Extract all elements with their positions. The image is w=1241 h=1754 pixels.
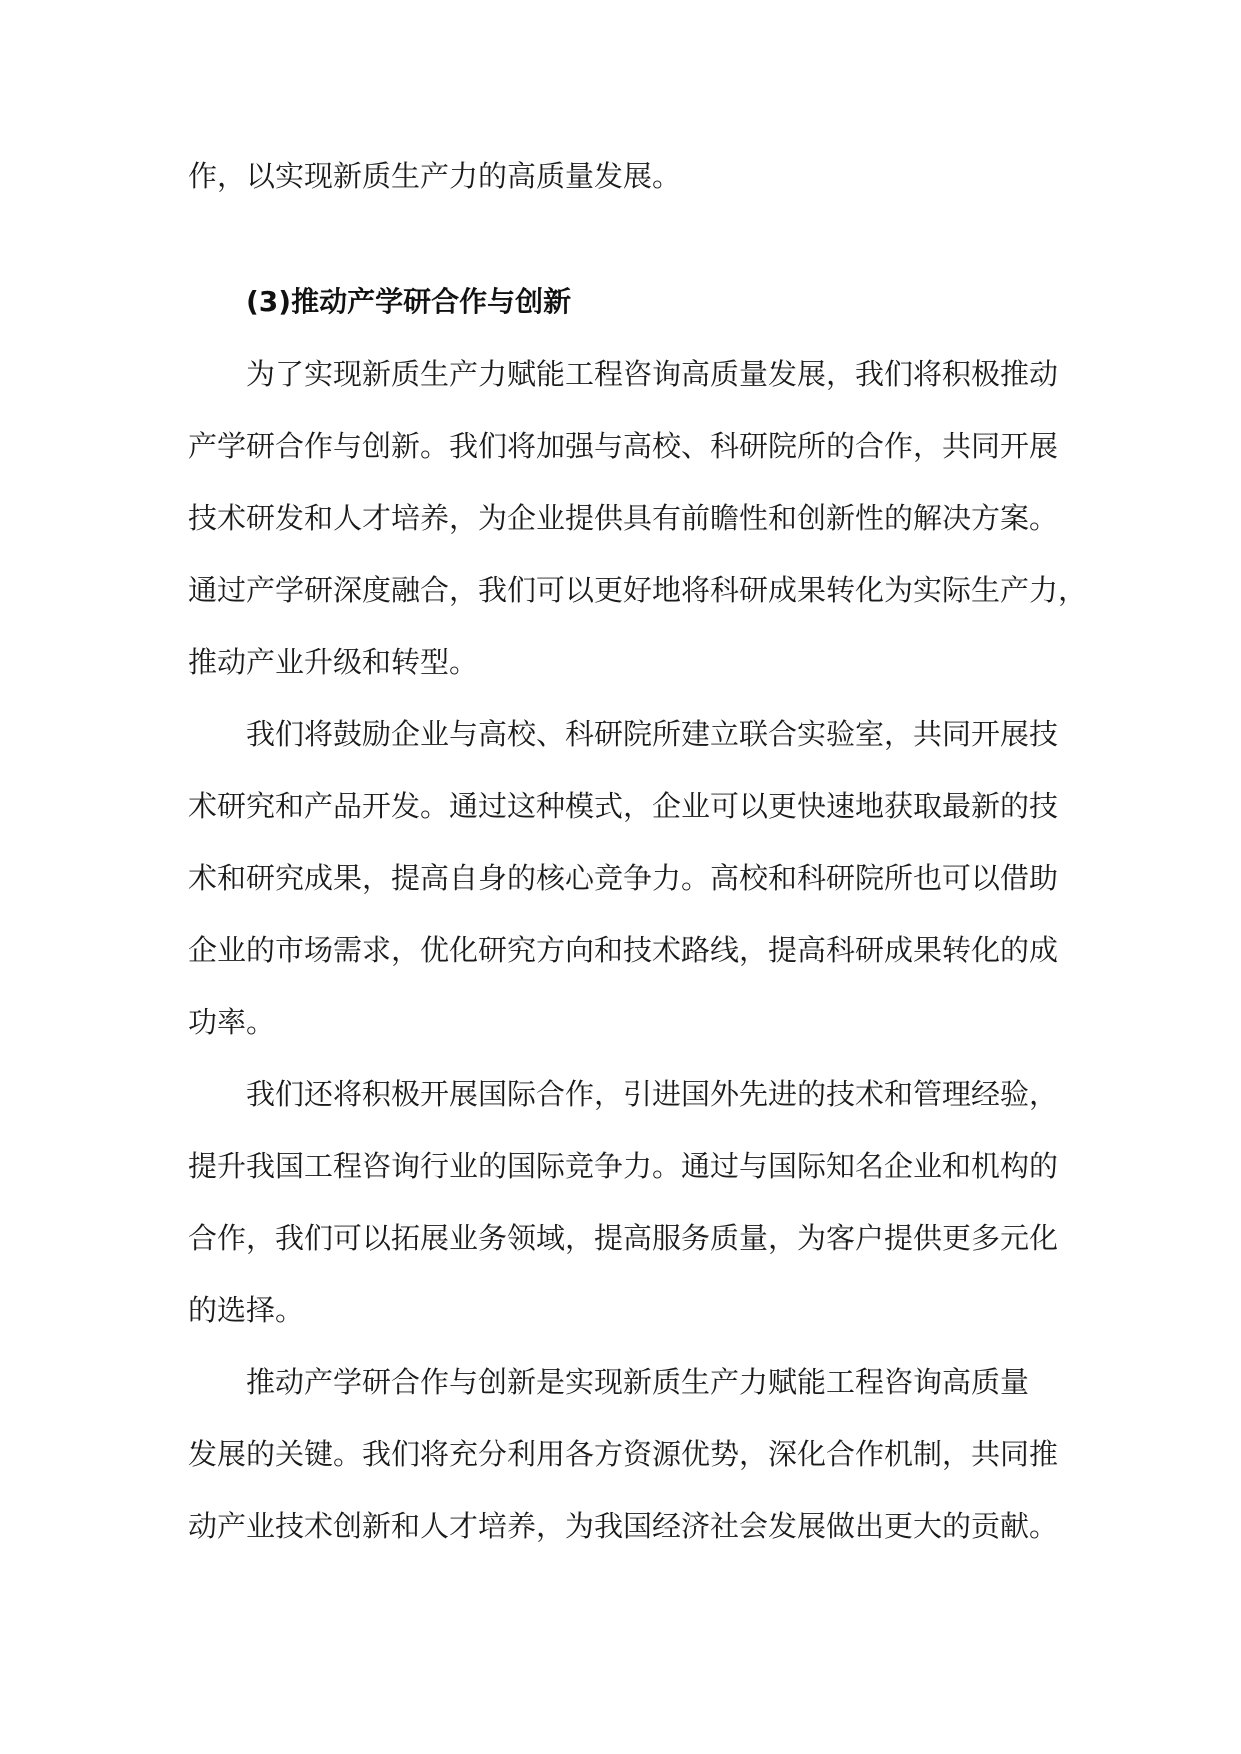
paragraph-line: 我们还将积极开展国际合作，引进国外先进的技术和管理经验， [246,1077,1059,1111]
paragraph-line: 合作，我们可以拓展业务领域，提高服务质量，为客户提供更多元化 [188,1221,1059,1255]
paragraph-line: 推动产业升级和转型。 [188,645,479,679]
paragraph-line: 术研究和产品开发。通过这种模式，企业可以更快速地获取最新的技 [188,789,1059,823]
section-heading: (3)推动产学研合作与创新 [246,285,572,318]
document-body [188,140,1088,1562]
paragraph-line: 技术研发和人才培养，为企业提供具有前瞻性和创新性的解决方案。 [188,501,1059,535]
paragraph-line: 发展的关键。我们将充分利用各方资源优势，深化合作机制，共同推 [188,1437,1059,1471]
paragraph-line: 我们将鼓励企业与高校、科研院所建立联合实验室，共同开展技 [246,717,1059,751]
paragraph-4 [188,1346,1058,1562]
paragraph-line: 企业的市场需求，优化研究方向和技术路线，提高科研成果转化的成 [188,933,1059,967]
paragraph-line: 功率。 [188,1005,276,1039]
paragraph-line: 的选择。 [188,1293,305,1327]
lead-line: 作，以实现新质生产力的高质量发展。 [188,159,682,193]
paragraph-line: 通过产学研深度融合，我们可以更好地将科研成果转化为实际生产力， [188,573,1088,607]
paragraph-3 [188,1058,1058,1346]
paragraph-2 [188,698,1058,1058]
paragraph-line: 推动产学研合作与创新是实现新质生产力赋能工程咨询高质量 [246,1365,1030,1399]
paragraph-line: 术和研究成果，提高自身的核心竞争力。高校和科研院所也可以借助 [188,861,1059,895]
paragraph-line: 动产业技术创新和人才培养，为我国经济社会发展做出更大的贡献。 [188,1509,1059,1543]
paragraph-line: 为了实现新质生产力赋能工程咨询高质量发展，我们将积极推动 [246,357,1059,391]
paragraph-line: 产学研合作与创新。我们将加强与高校、科研院所的合作，共同开展 [188,429,1059,463]
paragraph-line: 提升我国工程咨询行业的国际竞争力。通过与国际知名企业和机构的 [188,1149,1059,1183]
paragraph-1 [188,338,1088,698]
